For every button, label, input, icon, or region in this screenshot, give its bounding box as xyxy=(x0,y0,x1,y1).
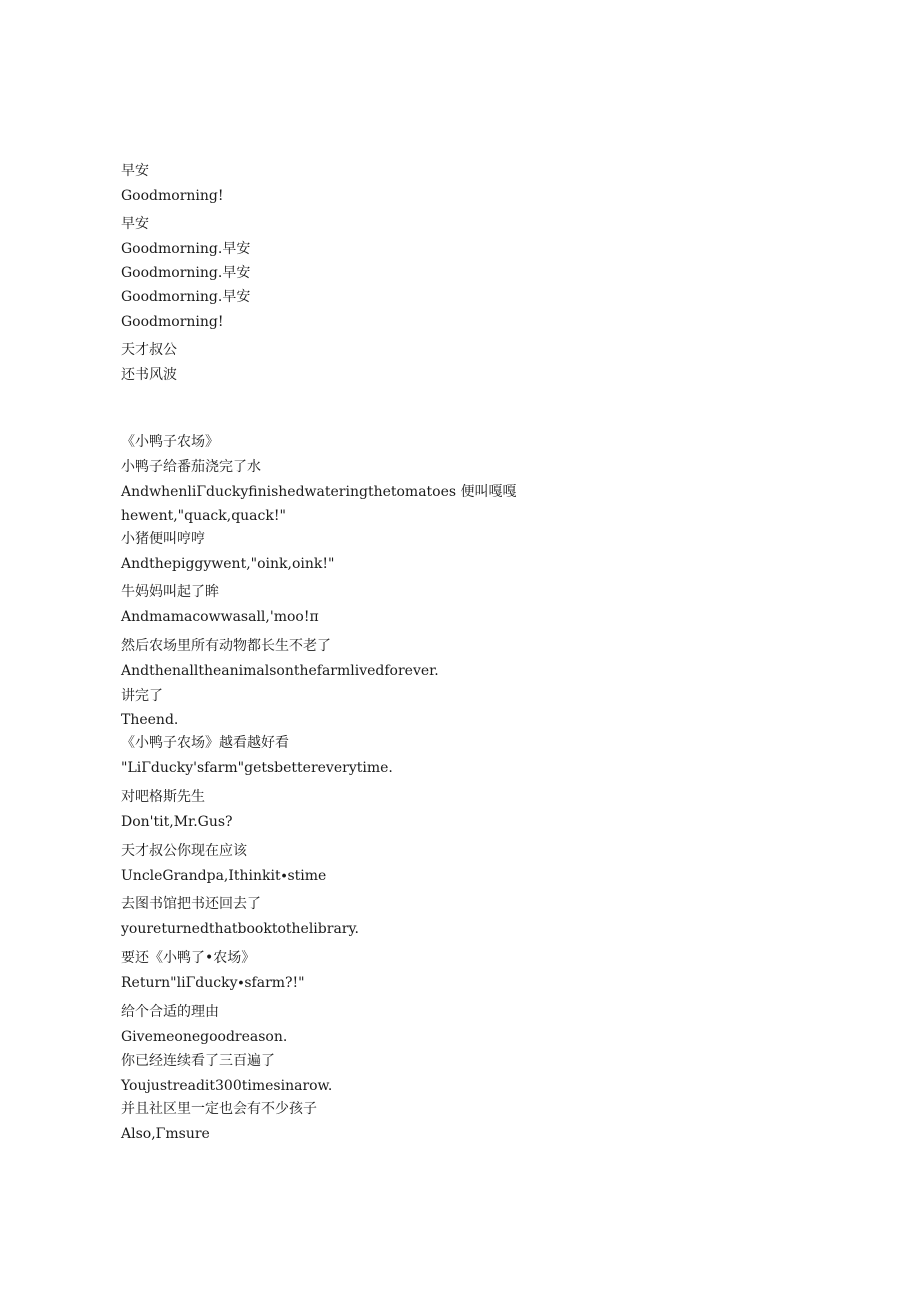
text-line: Goodmorning.早安 xyxy=(121,241,251,257)
text-line: youreturnedthatbooktothelibrary. xyxy=(121,921,359,937)
text-line: Theend. xyxy=(121,712,179,728)
text-line: 牛妈妈叫起了眸 xyxy=(121,584,219,600)
text-line: 《小鸭子农场》越看越好看 xyxy=(121,735,289,751)
text-line: 讲完了 xyxy=(121,688,163,704)
text-line: 对吧格斯先生 xyxy=(121,789,205,805)
text-line: AndwhenliΓduckyfinishedwateringthetomatoes 便叫嘎嘎 xyxy=(121,484,517,500)
text-line: Youjustreadit300timesinarow. xyxy=(121,1078,333,1094)
text-line: Goodmorning.早安 xyxy=(121,265,251,281)
text-line: 天才叔公 xyxy=(121,342,177,358)
text-line: Also,Γmsure xyxy=(121,1126,210,1142)
text-line: Return"liΓducky∙sfarm?!" xyxy=(121,975,305,991)
text-line: 早安 xyxy=(121,163,149,179)
text-line: 给个合适的理由 xyxy=(121,1004,219,1020)
text-line: 并且社区里一定也会有不少孩子 xyxy=(121,1101,317,1117)
text-line: Andthenalltheanimalsonthefarmlivedforever. xyxy=(121,663,439,679)
text-line: 小鸭子给番茄浇完了水 xyxy=(121,459,261,475)
text-line: Andmamacowwasall,'moo!π xyxy=(121,609,319,625)
text-line: 你已经连续看了三百遍了 xyxy=(121,1053,275,1069)
text-line: Andthepiggywent,"oink,oink!" xyxy=(121,556,335,572)
text-line: 去图书馆把书还回去了 xyxy=(121,896,261,912)
text-line: 小猪便叫哼哼 xyxy=(121,531,205,547)
text-line: UncleGrandpa,Ithinkit∙stime xyxy=(121,868,327,884)
text-line: 要还《小鸭了•农场》 xyxy=(121,950,256,966)
text-line: Goodmorning! xyxy=(121,314,224,330)
text-line: 然后农场里所有动物都长生不老了 xyxy=(121,638,331,654)
text-line: 《小鸭子农场》 xyxy=(121,434,219,450)
text-line: "LiΓducky'sfarm"getsbettereverytime. xyxy=(121,760,393,776)
text-line: 早安 xyxy=(121,216,149,232)
text-line: 还书风波 xyxy=(121,367,177,383)
text-line: Goodmorning.早安 xyxy=(121,289,251,305)
text-line: Don'tit,Mr.Gus? xyxy=(121,814,233,830)
text-line: 天才叔公你现在应该 xyxy=(121,843,247,859)
text-line: hewent,"quack,quack!" xyxy=(121,508,286,524)
text-line: Givemeonegoodreason. xyxy=(121,1029,288,1045)
text-line: Goodmorning! xyxy=(121,188,224,204)
